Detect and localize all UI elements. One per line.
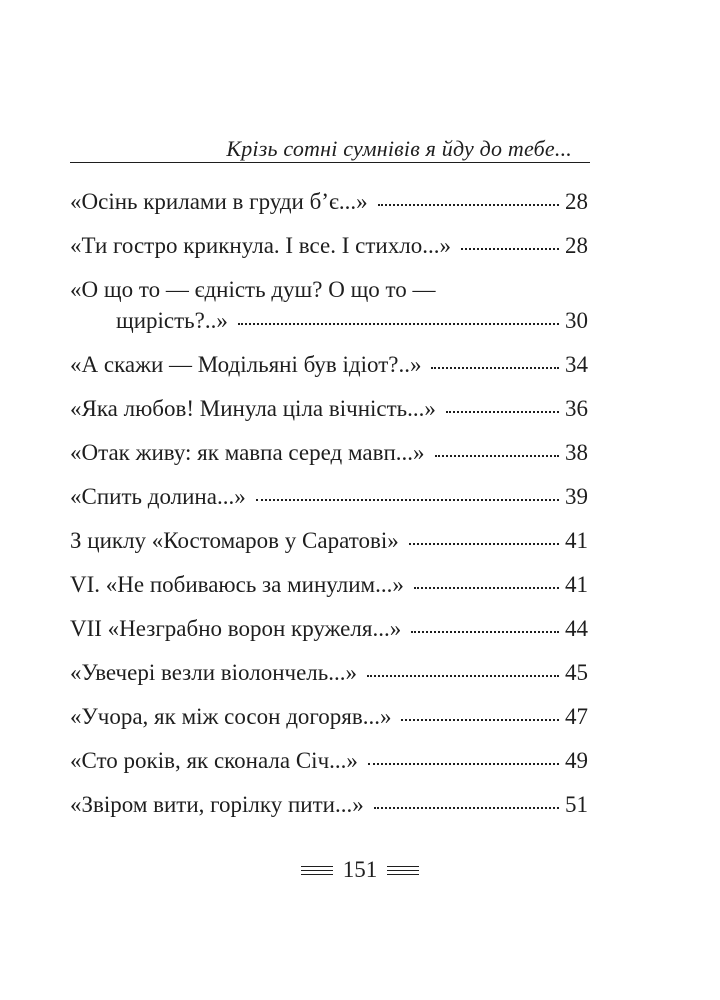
toc-entry-title-continuation: щирість?..»: [116, 308, 228, 333]
dot-leader: [378, 203, 559, 206]
dot-leader: [368, 762, 559, 765]
dot-leader: [238, 322, 559, 325]
toc-entry-title: «А скажи — Модільяні був ідіот?..»: [70, 352, 422, 377]
toc-entry: [70, 789, 588, 820]
toc-entry-title: «Сто років, як сконала Січ...»: [70, 748, 358, 773]
toc-entry-page: 34: [565, 352, 588, 377]
footer-ornament-left: [301, 866, 333, 875]
toc-entry: [70, 437, 588, 468]
toc-entry: [70, 481, 588, 512]
toc-entry-page: 47: [565, 704, 588, 729]
toc-entry-page: 38: [565, 440, 588, 465]
toc-entry-page: 30: [565, 308, 588, 333]
toc-entry-title: З циклу «Костомаров у Саратові»: [70, 528, 399, 553]
toc-entry: [70, 230, 588, 261]
toc-entry: [70, 274, 588, 336]
toc-entry-title: «Осінь крилами в груди б’є...»: [70, 189, 368, 214]
dot-leader: [446, 410, 559, 413]
dot-leader: [414, 586, 559, 589]
page-number: 151: [342, 857, 378, 882]
toc-entry-title: «Ти гостро крикнула. І все. І стихло...»: [70, 233, 451, 258]
toc-entry: [70, 657, 588, 688]
toc-entry-title: «Яка любов! Минула ціла вічність...»: [70, 396, 436, 421]
dot-leader: [435, 454, 559, 457]
toc-entry: [70, 186, 588, 217]
toc-entry: [70, 745, 588, 776]
toc-entry: [70, 393, 588, 424]
running-header: [70, 132, 590, 163]
table-of-contents: [70, 186, 588, 833]
toc-entry-page: 39: [565, 484, 588, 509]
toc-entry-title: «Увечері везли віолончель...»: [70, 660, 358, 685]
toc-entry-page: 45: [565, 660, 588, 685]
toc-entry-page: 44: [565, 616, 588, 641]
toc-entry: [70, 613, 588, 644]
toc-entry-page: 28: [565, 233, 588, 258]
toc-entry-title: «О що то — єдність душ? О що то —: [70, 277, 436, 302]
toc-entry-title: «Учора, як між сосон догоряв...»: [70, 704, 392, 729]
toc-entry-page: 41: [565, 572, 588, 597]
dot-leader: [431, 366, 559, 369]
dot-leader: [461, 247, 559, 250]
toc-entry-title: «Отак живу: як мавпа серед мавп...»: [70, 440, 425, 465]
dot-leader: [409, 542, 559, 545]
dot-leader: [256, 498, 559, 501]
toc-entry-page: 49: [565, 748, 588, 773]
toc-entry: [70, 525, 588, 556]
dot-leader: [374, 806, 559, 809]
toc-entry-title: VI. «Не побиваюсь за минулим...»: [70, 572, 404, 597]
dot-leader: [411, 630, 559, 633]
dot-leader: [367, 674, 559, 677]
running-header-title: Крізь сотні сумнівів я йду до тебе...: [226, 136, 572, 161]
footer-ornament-right: [387, 866, 419, 875]
toc-entry: [70, 569, 588, 600]
toc-entry-page: 41: [565, 528, 588, 553]
toc-entry: [70, 349, 588, 380]
toc-entry-page: 28: [565, 189, 588, 214]
toc-entry-title: VII «Незграбно ворон кружеля...»: [70, 616, 402, 641]
toc-entry-page: 51: [565, 792, 588, 817]
toc-entry-page: 36: [565, 396, 588, 421]
toc-entry-title: «Спить долина...»: [70, 484, 246, 509]
page-footer: [0, 857, 720, 883]
toc-entry: [70, 701, 588, 732]
dot-leader: [401, 718, 559, 721]
toc-entry-title: «Звіром вити, горілку пити...»: [70, 792, 364, 817]
